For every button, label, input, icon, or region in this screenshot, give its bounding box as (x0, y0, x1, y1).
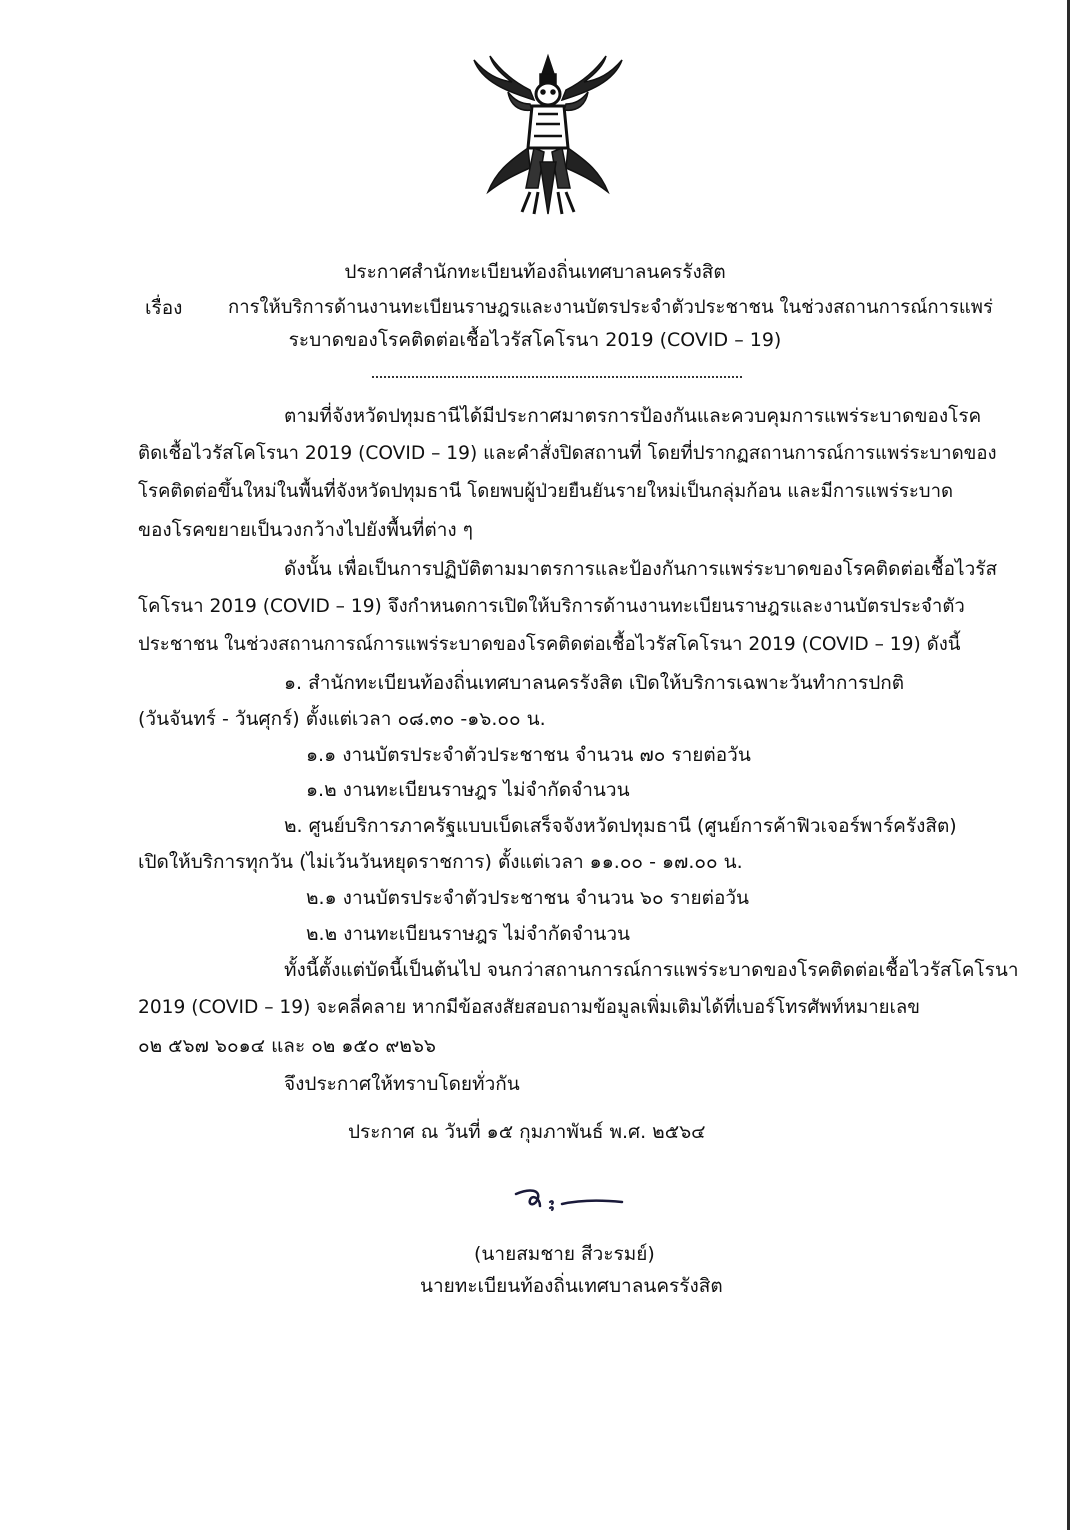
closing-line: จึงประกาศให้ทราบโดยทั่วกัน (284, 1073, 520, 1095)
signature-mark (510, 1180, 630, 1220)
para2-line-1: ดังนั้น เพื่อเป็นการปฏิบัติตามมาตรการและป้องกันการแพร่ระบาดของโรคติดต่อเชื้อไวรัส (284, 558, 998, 580)
item2-2: ๒.๒ งานทะเบียนราษฎร ไม่จำกัดจำนวน (306, 923, 631, 945)
para3-line-1: ทั้งนี้ตั้งแต่บัดนี้เป็นต้นไป จนกว่าสถานการณ์การแพร่ระบาดของโรคติดต่อเชื้อไวรัสโคโรนา (284, 959, 1019, 981)
item2-line-1: ๒. ศูนย์บริการภาครัฐแบบเบ็ดเสร็จจังหวัดปทุมธานี (ศูนย์การค้าฟิวเจอร์พาร์ครังสิต) (284, 815, 957, 837)
announcement-title: ประกาศสำนักทะเบียนท้องถิ่นเทศบาลนครรังสิต (344, 261, 726, 283)
item1-1: ๑.๑ งานบัตรประจำตัวประชาชน จำนวน ๗๐ รายต่อวัน (306, 744, 751, 766)
item1-line-2: (วันจันทร์ - วันศุกร์) ตั้งแต่เวลา ๐๘.๓๐ -๑๖.๐๐ น. (138, 708, 546, 730)
subject-line-1: การให้บริการด้านงานทะเบียนราษฎรและงานบัตรประจำตัวประชาชน ในช่วงสถานการณ์การแพร่ (228, 297, 993, 318)
subject-label: เรื่อง (145, 297, 183, 319)
para1-line-3: โรคติดต่อขึ้นใหม่ในพื้นที่จังหวัดปทุมธานี โดยพบผู้ป่วยยืนยันรายใหม่เป็นกลุ่มก้อน และมีการแพร่ระบาด (138, 481, 954, 502)
item1-2: ๑.๒ งานทะเบียนราษฎร ไม่จำกัดจำนวน (306, 779, 630, 801)
signer-position: นายทะเบียนท้องถิ่นเทศบาลนครรังสิต (420, 1275, 723, 1297)
signer-name: (นายสมชาย สีวะรมย์) (474, 1243, 655, 1265)
para1-line-4: ของโรคขยายเป็นวงกว้างไปยังพื้นที่ต่าง ๆ (138, 519, 473, 541)
para3-line-2: 2019 (COVID – 19) จะคลี่คลาย หากมีข้อสงสัยสอบถามข้อมูลเพิ่มเติมได้ที่เบอร์โทรศัพท์หมายเลข (138, 997, 920, 1018)
subject-line-2: ระบาดของโรคติดต่อเชื้อไวรัสโคโรนา 2019 (COVID – 19) (288, 329, 782, 351)
separator-line (372, 376, 742, 378)
para1-line-1: ตามที่จังหวัดปทุมธานีได้มีประกาศมาตรการป้องกันและควบคุมการแพร่ระบาดของโรค (284, 405, 982, 427)
item1-line-1: ๑. สำนักทะเบียนท้องถิ่นเทศบาลนครรังสิต เปิดให้บริการเฉพาะวันทำการปกติ (284, 672, 905, 694)
item2-1: ๒.๑ งานบัตรประจำตัวประชาชน จำนวน ๖๐ รายต่อวัน (306, 887, 750, 909)
para1-line-2: ติดเชื้อไวรัสโคโรนา 2019 (COVID – 19) และคำสั่งปิดสถานที่ โดยที่ปรากฏสถานการณ์การแพร่ระบาดของ (138, 443, 997, 464)
para3-line-3: ๐๒ ๕๖๗ ๖๐๑๔ และ ๐๒ ๑๕๐ ๙๒๖๖ (138, 1035, 436, 1057)
para2-line-3: ประชาชน ในช่วงสถานการณ์การแพร่ระบาดของโรคติดต่อเชื้อไวรัสโคโรนา 2019 (COVID – 19) ดังนี้ (138, 634, 961, 655)
garuda-emblem-icon (468, 52, 628, 218)
para2-line-2: โคโรนา 2019 (COVID – 19) จึงกำหนดการเปิดให้บริการด้านงานทะเบียนราษฎรและงานบัตรประจำตัว (138, 596, 965, 617)
item2-line-2: เปิดให้บริการทุกวัน (ไม่เว้นวันหยุดราชการ) ตั้งแต่เวลา ๑๑.๐๐ - ๑๗.๐๐ น. (138, 851, 743, 873)
announcement-date: ประกาศ ณ วันที่ ๑๕ กุมภาพันธ์ พ.ศ. ๒๕๖๔ (348, 1121, 706, 1143)
